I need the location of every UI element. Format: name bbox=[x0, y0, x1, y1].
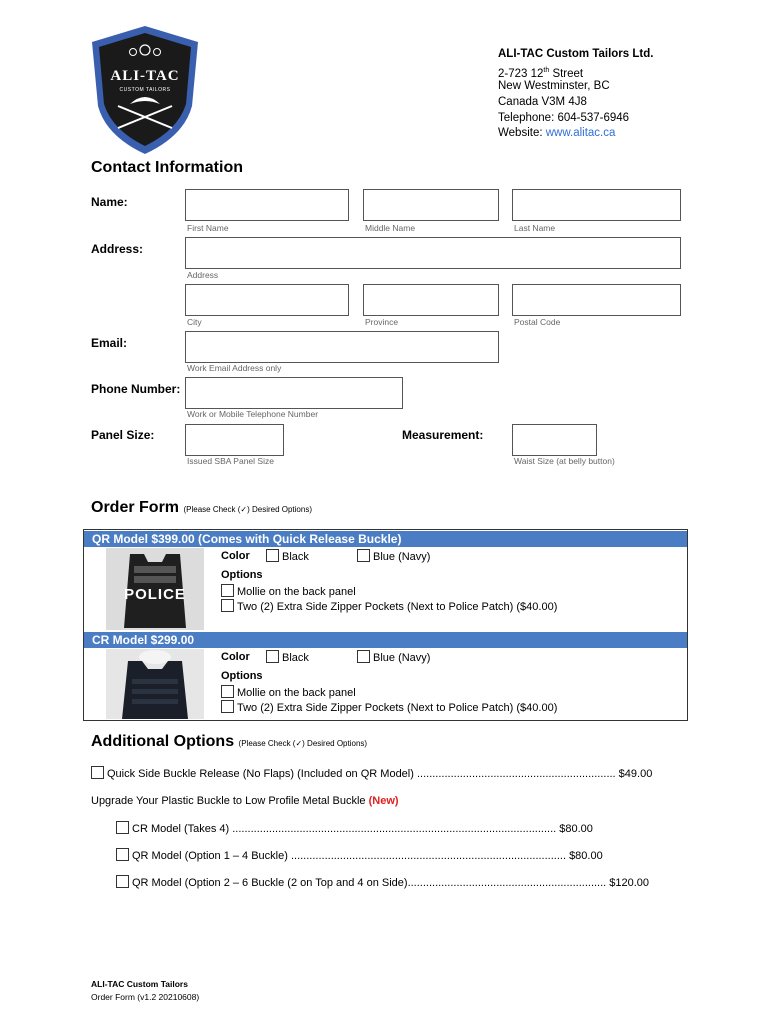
measurement-label: Measurement: bbox=[402, 428, 484, 442]
contact-section-title: Contact Information bbox=[91, 159, 243, 176]
additional-title: Additional Options bbox=[91, 733, 235, 750]
middle-name-field[interactable] bbox=[363, 189, 499, 221]
qr-vest-photo bbox=[106, 548, 204, 630]
order-form-table bbox=[83, 529, 688, 721]
company-website: Website: www.alitac.ca bbox=[498, 127, 616, 139]
qr-model-header: QR Model $399.00 (Comes with Quick Release Buckle) bbox=[84, 531, 687, 547]
logo-title: ALI-TAC bbox=[110, 68, 180, 84]
qr-vest-patch: POLICE bbox=[124, 586, 186, 603]
panel-size-label: Panel Size: bbox=[91, 428, 155, 442]
checkbox[interactable] bbox=[266, 549, 279, 562]
footer-version: Order Form (v1.2 20210608) bbox=[91, 992, 200, 1002]
panel-size-field[interactable] bbox=[185, 424, 284, 456]
phone-hint: Work or Mobile Telephone Number bbox=[187, 409, 319, 419]
qr-options-label: Options bbox=[221, 569, 263, 581]
checkbox[interactable] bbox=[221, 685, 234, 698]
company-logo bbox=[88, 24, 202, 156]
company-city: New Westminster, BC bbox=[498, 80, 610, 92]
checkbox[interactable] bbox=[221, 584, 234, 597]
company-street: 2-723 12th Street bbox=[498, 67, 584, 80]
address-label: Address: bbox=[91, 242, 144, 256]
upgrade-item-qr-6[interactable]: QR Model (Option 2 – 6 Buckle (2 on Top and 4 on Side)................................................................. $120.00 bbox=[116, 875, 649, 889]
logo-subtitle: CUSTOM TAILORS bbox=[119, 87, 171, 93]
city-hint: City bbox=[187, 317, 202, 327]
city-field[interactable] bbox=[185, 284, 349, 316]
cr-color-navy[interactable]: Blue (Navy) bbox=[357, 650, 430, 664]
cr-options-label: Options bbox=[221, 670, 263, 682]
upgrade-item-cr[interactable]: CR Model (Takes 4) .......................................................................................................... $80.00 bbox=[116, 821, 593, 835]
last-name-field[interactable] bbox=[512, 189, 681, 221]
measurement-hint: Waist Size (at belly button) bbox=[514, 456, 615, 466]
email-field[interactable] bbox=[185, 331, 499, 363]
qr-option-mollie[interactable]: Mollie on the back panel bbox=[221, 584, 356, 598]
province-field[interactable] bbox=[363, 284, 499, 316]
middle-name-hint: Middle Name bbox=[365, 223, 416, 233]
checkbox[interactable] bbox=[116, 848, 129, 861]
order-form-title: Order Form bbox=[91, 499, 180, 516]
qr-color-navy[interactable]: Blue (Navy) bbox=[357, 549, 430, 563]
order-form-note: (Please Check (✓) Desired Options) bbox=[183, 505, 312, 514]
footer-company: ALI-TAC Custom Tailors bbox=[91, 979, 188, 989]
cr-vest-photo bbox=[106, 649, 204, 719]
quick-side-option[interactable]: Quick Side Buckle Release (No Flaps) (Included on QR Model) ................................................................. $49.00 bbox=[91, 766, 652, 780]
qr-option-pockets[interactable]: Two (2) Extra Side Zipper Pockets (Next to Police Patch) ($40.00) bbox=[221, 599, 557, 613]
checkbox[interactable] bbox=[116, 875, 129, 888]
website-link[interactable]: www.alitac.ca bbox=[545, 127, 616, 139]
postal-code-field[interactable] bbox=[512, 284, 681, 316]
address-hint: Address bbox=[187, 270, 219, 280]
last-name-hint: Last Name bbox=[514, 223, 556, 233]
cr-color-black[interactable]: Black bbox=[266, 650, 309, 664]
email-hint: Work Email Address only bbox=[187, 363, 282, 373]
cr-color-label: Color bbox=[221, 651, 250, 663]
checkbox[interactable] bbox=[221, 700, 234, 713]
checkbox[interactable] bbox=[91, 766, 104, 779]
panel-size-hint: Issued SBA Panel Size bbox=[187, 456, 274, 466]
postal-code-hint: Postal Code bbox=[514, 317, 561, 327]
cr-option-pockets[interactable]: Two (2) Extra Side Zipper Pockets (Next to Police Patch) ($40.00) bbox=[221, 700, 557, 714]
phone-field[interactable] bbox=[185, 377, 403, 409]
name-label: Name: bbox=[91, 195, 128, 209]
upgrade-text: Upgrade Your Plastic Buckle to Low Profile Metal Buckle (New) bbox=[91, 795, 399, 807]
qr-color-black[interactable]: Black bbox=[266, 549, 309, 563]
checkbox[interactable] bbox=[116, 821, 129, 834]
first-name-hint: First Name bbox=[187, 223, 229, 233]
new-badge: (New) bbox=[368, 795, 399, 807]
additional-note: (Please Check (✓) Desired Options) bbox=[238, 739, 368, 748]
province-hint: Province bbox=[365, 317, 399, 327]
company-country: Canada V3M 4J8 bbox=[498, 96, 587, 108]
checkbox[interactable] bbox=[266, 650, 279, 663]
checkbox[interactable] bbox=[357, 549, 370, 562]
email-label: Email: bbox=[91, 336, 128, 350]
first-name-field[interactable] bbox=[185, 189, 349, 221]
cr-model-header: CR Model $299.00 bbox=[84, 632, 687, 648]
phone-label: Phone Number: bbox=[91, 382, 181, 396]
company-telephone: Telephone: 604-537-6946 bbox=[498, 112, 630, 124]
additional-heading bbox=[91, 733, 367, 751]
checkbox[interactable] bbox=[221, 599, 234, 612]
qr-color-label: Color bbox=[221, 550, 250, 562]
company-name: ALI-TAC Custom Tailors Ltd. bbox=[498, 48, 654, 60]
cr-option-mollie[interactable]: Mollie on the back panel bbox=[221, 685, 356, 699]
upgrade-item-qr-4[interactable]: QR Model (Option 1 – 4 Buckle) .......................................................................................... $80.00 bbox=[116, 848, 603, 862]
address-field[interactable] bbox=[185, 237, 681, 269]
measurement-field[interactable] bbox=[512, 424, 597, 456]
order-form-heading bbox=[91, 499, 312, 517]
checkbox[interactable] bbox=[357, 650, 370, 663]
